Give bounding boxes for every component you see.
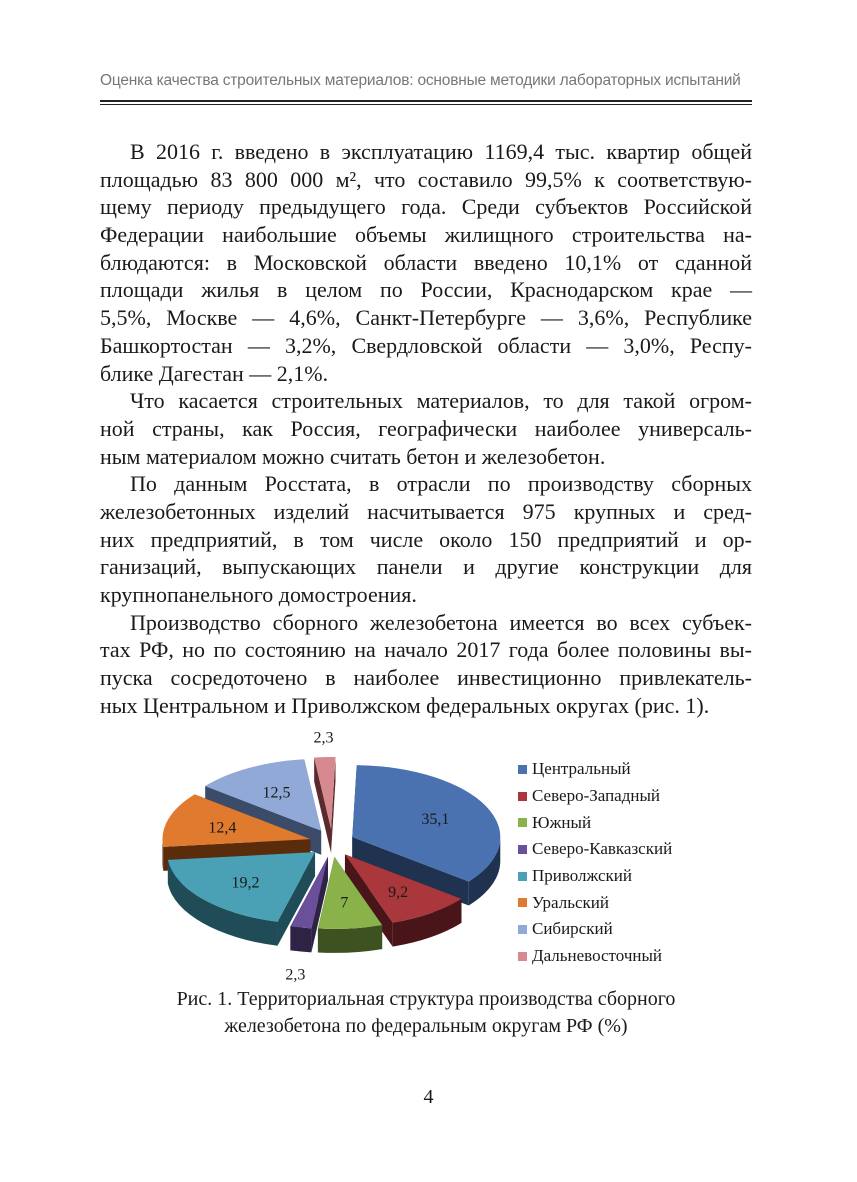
running-head: Оценка качества строительных материалов: основные методики лабораторных испытаний [100, 72, 741, 89]
data-label: 35,1 [421, 811, 450, 829]
header-rule-thin [100, 104, 752, 105]
data-label: 12,5 [262, 784, 291, 802]
text-line: 5,5%, Москве — 4,6%, Санкт-Петербурге — 3,6%, Республике [100, 305, 752, 331]
legend-label: Северо-Кавказский [532, 839, 673, 859]
chart-legend [518, 756, 672, 970]
legend-label: Сибирский [532, 919, 613, 939]
figure-caption [100, 986, 752, 1040]
legend-label: Южный [532, 812, 592, 832]
text-line: В 2016 г. введено в эксплуатацию 1169,4 тыс. квартир общей [130, 139, 752, 164]
page-number: 4 [423, 1086, 434, 1108]
text-line: ных Центральном и Приволжском федеральных округах (рис. 1). [100, 692, 710, 718]
data-label: 19,2 [231, 874, 260, 892]
body-text [100, 138, 752, 719]
legend-item [518, 809, 672, 836]
caption-line: Рис. 1. Территориальная структура производства сборного [176, 988, 676, 1010]
legend-item [518, 863, 672, 890]
text-line: железобетонных изделий насчитывается 975 крупных и сред- [100, 498, 752, 524]
paragraph [100, 138, 752, 387]
text-line: ганизаций, выпускающих панели и другие конструкции для [100, 554, 752, 580]
data-label: 2,3 [285, 966, 306, 984]
pie-slice-wall [318, 925, 382, 953]
data-label: 12,4 [208, 819, 237, 837]
text-line: Федерации наибольшие объемы жилищного строительства на- [100, 222, 752, 248]
legend-label: Приволжский [532, 866, 632, 886]
legend-item [518, 943, 672, 970]
text-line: Что касается строительных материалов, то для такой огром- [130, 388, 752, 414]
text-line: По данным Росстата, в отрасли по производству сборных [130, 471, 752, 497]
paragraph [100, 609, 752, 720]
legend-swatch [518, 952, 527, 961]
text-line: них предприятий, в том числе около 150 предприятий и ор- [100, 526, 752, 552]
legend-swatch [518, 898, 527, 907]
legend-swatch [518, 792, 527, 801]
text-line: крупнопанельного домостроения. [100, 582, 417, 607]
legend-item [518, 836, 672, 863]
caption-line: железобетона по федеральным округам РФ (%) [224, 1015, 628, 1037]
text-line: площади жилья в целом по России, Краснодарском крае — [100, 277, 752, 303]
legend-label: Центральный [532, 759, 631, 779]
pie-slice-wall [290, 926, 311, 952]
text-line: Производство сборного железобетона имеется во всех субъек- [130, 609, 752, 635]
legend-label: Северо-Западный [532, 786, 660, 806]
legend-swatch [518, 872, 527, 881]
legend-label: Уральский [532, 892, 609, 912]
legend-swatch [518, 845, 527, 854]
data-label: 2,3 [313, 729, 334, 747]
legend-swatch [518, 925, 527, 934]
text-line: ным материалом можно считать бетон и железобетон. [100, 443, 606, 469]
pie-chart [150, 729, 510, 984]
paragraph [100, 470, 752, 608]
legend-swatch [518, 818, 527, 827]
text-line: пуска сосредоточено в наиболее инвестиционно привлекатель- [100, 665, 752, 691]
legend-item [518, 783, 672, 810]
header-rule [100, 100, 752, 102]
text-line: Башкортостан — 3,2%, Свердловской области — 3,0%, Респу- [100, 332, 752, 358]
data-label: 7 [340, 894, 349, 912]
legend-item [518, 916, 672, 943]
text-line: площадью 83 800 000 м², что составило 99,5% к соответствую- [100, 166, 752, 192]
legend-label: Дальневосточный [532, 946, 662, 966]
paragraph [100, 387, 752, 470]
legend-item [518, 756, 672, 783]
text-line: блюдаются: в Московской области введено 10,1% от сданной [100, 249, 752, 275]
text-line: щему периоду предыдущего года. Среди субъектов Российской [100, 194, 752, 220]
data-label: 9,2 [388, 883, 409, 901]
text-line: ной страны, как Россия, географически наиболее универсаль- [100, 415, 752, 441]
text-line: блике Дагестан — 2,1%. [100, 360, 329, 386]
legend-swatch [518, 765, 527, 774]
legend-item [518, 889, 672, 916]
text-line: тах РФ, но по состоянию на начало 2017 года более половины вы- [100, 637, 752, 663]
